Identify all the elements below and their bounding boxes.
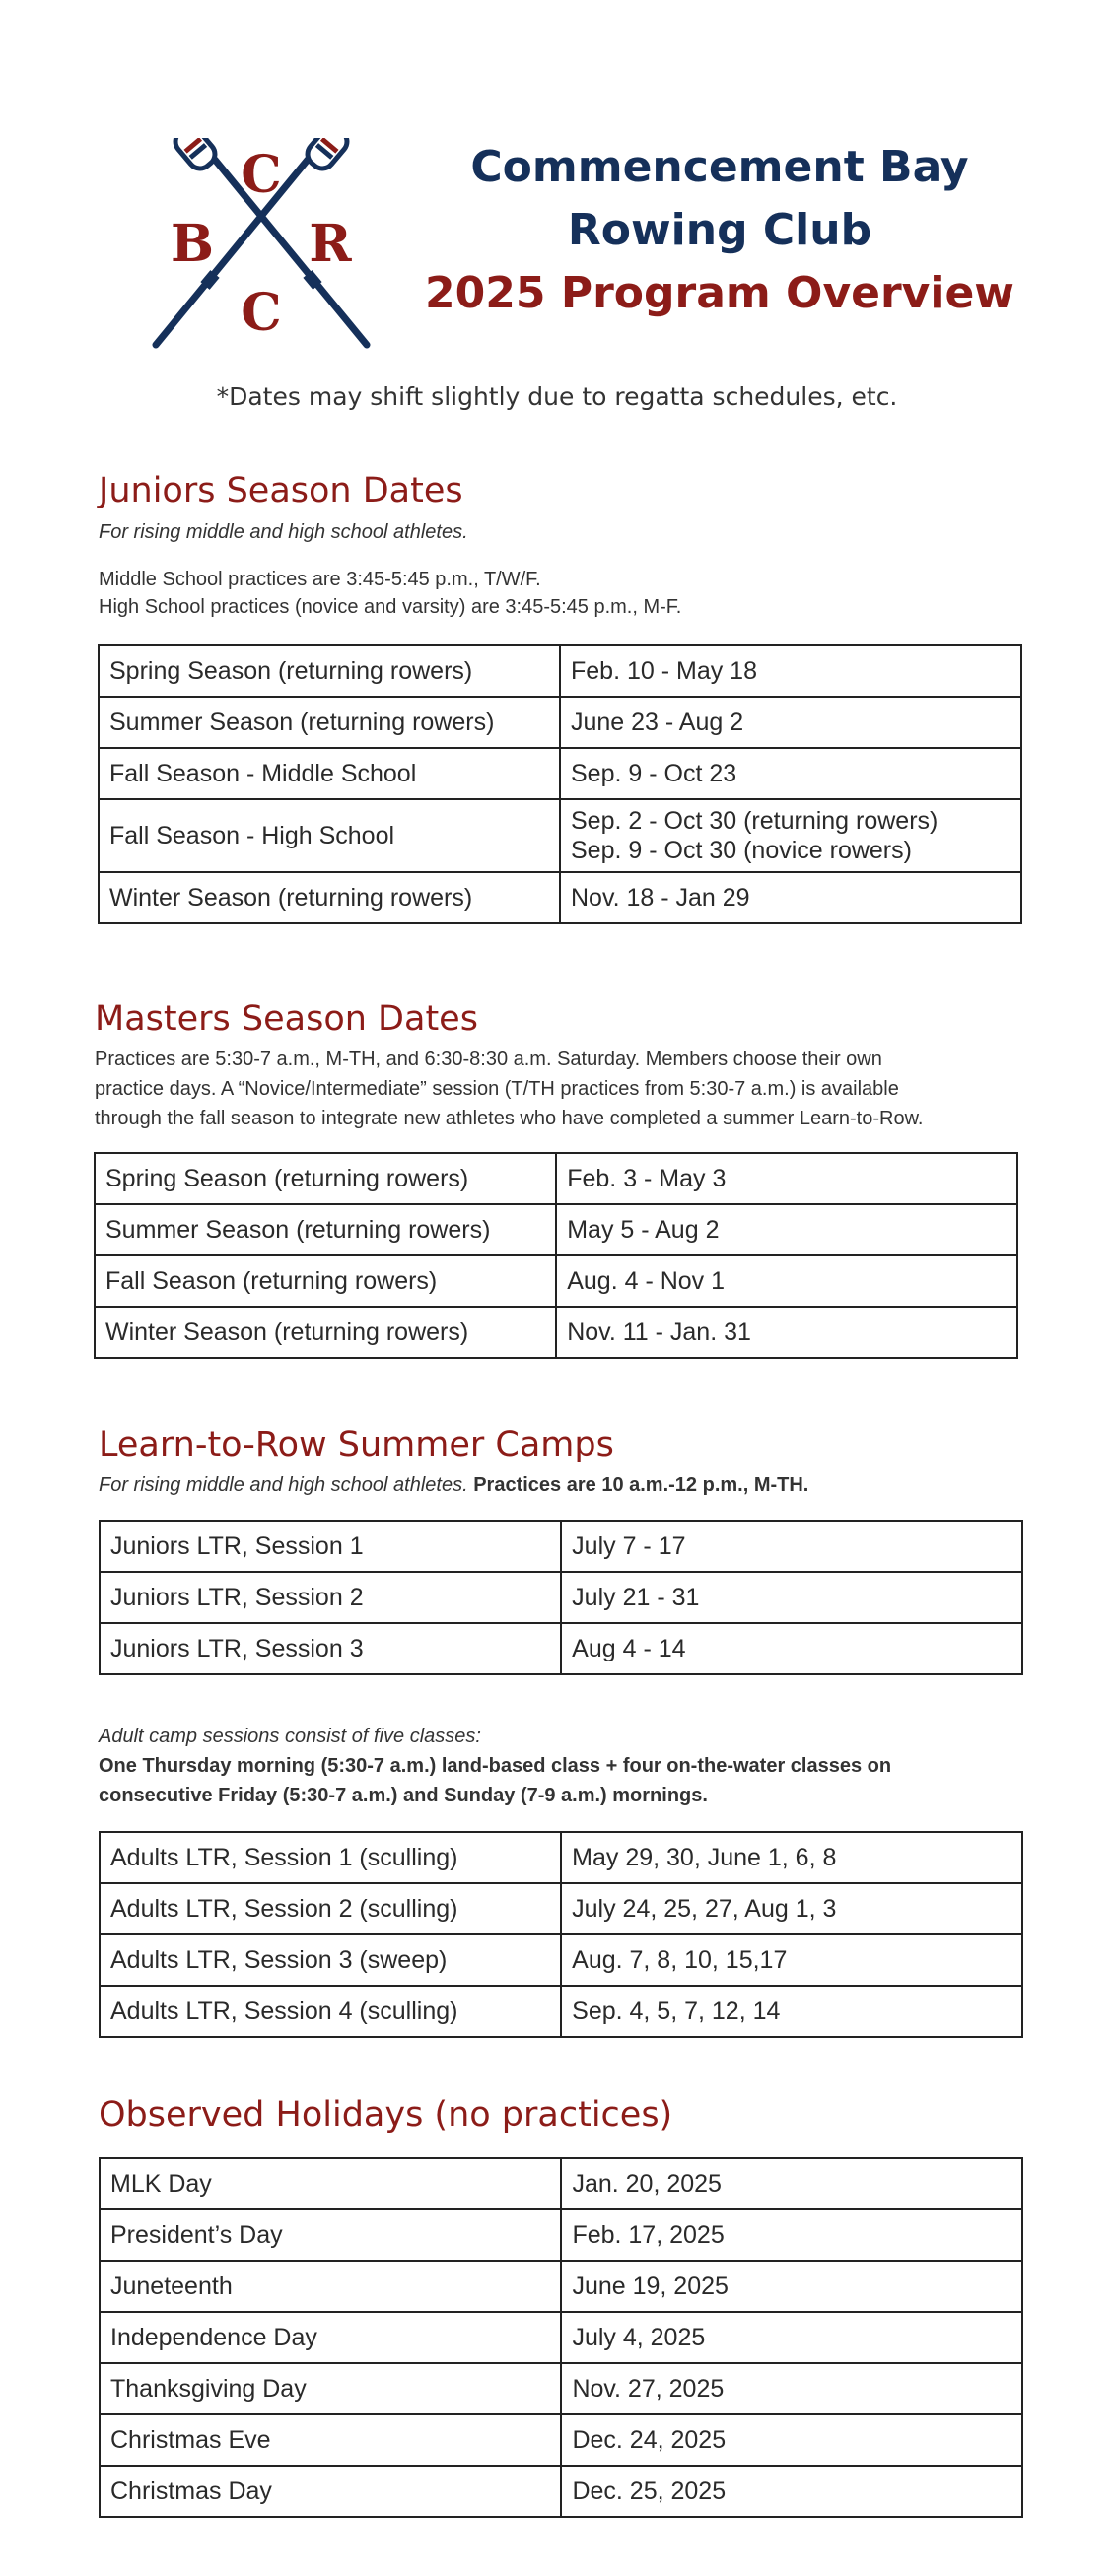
disclaimer: *Dates may shift slightly due to regatta schedules, etc.: [216, 382, 898, 411]
row-label: Juniors LTR, Session 2: [100, 1572, 561, 1623]
table-row: [95, 1204, 1017, 1255]
row-label: Christmas Day: [100, 2466, 561, 2517]
row-label: Adults LTR, Session 3 (sweep): [100, 1934, 561, 1986]
page-title: [414, 136, 1025, 325]
logo-letter-top: C: [241, 145, 282, 205]
row-value: Nov. 11 - Jan. 31: [556, 1307, 1017, 1358]
row-label: Adults LTR, Session 2 (sculling): [100, 1883, 561, 1934]
row-value: Aug. 4 - Nov 1: [556, 1255, 1017, 1307]
row-label: Juniors LTR, Session 1: [100, 1521, 561, 1572]
row-value-line-2: Sep. 9 - Oct 30 (novice rowers): [571, 837, 912, 864]
row-label: Adults LTR, Session 1 (sculling): [100, 1832, 561, 1883]
row-value: Dec. 24, 2025: [561, 2414, 1022, 2466]
adult-details-line-2: consecutive Friday (5:30-7 a.m.) and Sunday (7-9 a.m.) mornings.: [99, 1785, 708, 1806]
table-row: [100, 2312, 1022, 2363]
logo-letter-left: B: [171, 214, 214, 274]
table-row: [95, 1153, 1017, 1204]
table-row: [99, 872, 1021, 923]
row-value: Aug 4 - 14: [561, 1623, 1022, 1674]
ltr-subtitle: [99, 1471, 808, 1499]
row-label: Spring Season (returning rowers): [99, 645, 560, 697]
row-label: Fall Season - Middle School: [99, 748, 560, 799]
row-label: Fall Season - High School: [99, 799, 560, 872]
table-row: [100, 1883, 1022, 1934]
table-row: [95, 1307, 1017, 1358]
juniors-table: [98, 644, 1022, 924]
table-row: [99, 645, 1021, 697]
row-value: May 29, 30, June 1, 6, 8: [561, 1832, 1022, 1883]
row-value: Nov. 27, 2025: [561, 2363, 1022, 2414]
row-value: Feb. 17, 2025: [561, 2209, 1022, 2261]
table-row: [100, 2466, 1022, 2517]
table-row: [100, 2261, 1022, 2312]
row-value-line-1: Sep. 2 - Oct 30 (returning rowers): [571, 807, 939, 835]
juniors-subtitle: For rising middle and high school athletes.: [99, 521, 468, 543]
row-label: Winter Season (returning rowers): [99, 872, 560, 923]
masters-paragraph-line-3: through the fall season to integrate new athletes who have completed a summer Learn-to-Row.: [95, 1108, 924, 1129]
row-value: Sep. 4, 5, 7, 12, 14: [561, 1986, 1022, 2037]
masters-heading: Masters Season Dates: [95, 999, 478, 1039]
row-label: Independence Day: [100, 2312, 561, 2363]
table-row: [99, 799, 1021, 872]
table-row: [100, 2363, 1022, 2414]
club-logo: [148, 138, 375, 355]
row-value: Feb. 3 - May 3: [556, 1153, 1017, 1204]
ltr-adults-table: [99, 1831, 1023, 2038]
adult-intro: Adult camp sessions consist of five classes:: [99, 1726, 481, 1747]
row-value: July 4, 2025: [561, 2312, 1022, 2363]
row-value: July 7 - 17: [561, 1521, 1022, 1572]
title-line-3: 2025 Program Overview: [425, 268, 1014, 318]
row-label: MLK Day: [100, 2158, 561, 2209]
juniors-note-high: High School practices (novice and varsity) are 3:45-5:45 p.m., M-F.: [99, 596, 682, 618]
row-value: Aug. 7, 8, 10, 15,17: [561, 1934, 1022, 1986]
ltr-juniors-table: [99, 1520, 1023, 1675]
row-label: Spring Season (returning rowers): [95, 1153, 556, 1204]
row-value: Nov. 18 - Jan 29: [560, 872, 1021, 923]
ltr-heading: Learn-to-Row Summer Camps: [99, 1425, 614, 1464]
table-row: [100, 2414, 1022, 2466]
ltr-subtitle-italic: For rising middle and high school athletes.: [99, 1474, 468, 1496]
row-label: Adults LTR, Session 4 (sculling): [100, 1986, 561, 2037]
masters-table: [94, 1152, 1018, 1359]
table-row: [100, 1986, 1022, 2037]
masters-paragraph-line-2: practice days. A “Novice/Intermediate” session (T/TH practices from 5:30-7 a.m.) is available: [95, 1078, 899, 1100]
row-label: Juniors LTR, Session 3: [100, 1623, 561, 1674]
row-value: July 24, 25, 27, Aug 1, 3: [561, 1883, 1022, 1934]
table-row: [100, 2158, 1022, 2209]
table-row: [100, 1832, 1022, 1883]
row-label: Fall Season (returning rowers): [95, 1255, 556, 1307]
adult-details-line-1: One Thursday morning (5:30-7 a.m.) land-based class + four on-the-water classes on: [99, 1755, 892, 1777]
title-line-1: Commencement Bay: [470, 142, 969, 192]
table-row: [100, 1521, 1022, 1572]
row-value: May 5 - Aug 2: [556, 1204, 1017, 1255]
row-value: June 23 - Aug 2: [560, 697, 1021, 748]
row-label: Thanksgiving Day: [100, 2363, 561, 2414]
juniors-note-middle: Middle School practices are 3:45-5:45 p.m., T/W/F.: [99, 569, 541, 590]
table-row: [99, 748, 1021, 799]
row-label: Christmas Eve: [100, 2414, 561, 2466]
row-label: Juneteenth: [100, 2261, 561, 2312]
row-value: July 21 - 31: [561, 1572, 1022, 1623]
row-value: Sep. 9 - Oct 23: [560, 748, 1021, 799]
row-value: Dec. 25, 2025: [561, 2466, 1022, 2517]
holidays-heading: Observed Holidays (no practices): [99, 2095, 673, 2135]
logo-letter-bottom: C: [241, 283, 282, 343]
holidays-table: [99, 2157, 1023, 2518]
table-row: [99, 697, 1021, 748]
row-value: June 19, 2025: [561, 2261, 1022, 2312]
row-label: Summer Season (returning rowers): [99, 697, 560, 748]
row-value: Feb. 10 - May 18: [560, 645, 1021, 697]
row-label: Summer Season (returning rowers): [95, 1204, 556, 1255]
table-row: [95, 1255, 1017, 1307]
row-value: Jan. 20, 2025: [561, 2158, 1022, 2209]
table-row: [100, 1572, 1022, 1623]
title-line-2: Rowing Club: [567, 205, 872, 255]
row-label: Winter Season (returning rowers): [95, 1307, 556, 1358]
logo-letter-right: R: [309, 214, 352, 274]
masters-paragraph-line-1: Practices are 5:30-7 a.m., M-TH, and 6:30-8:30 a.m. Saturday. Members choose their own: [95, 1049, 882, 1070]
table-row: [100, 1623, 1022, 1674]
juniors-heading: Juniors Season Dates: [99, 471, 463, 510]
ltr-subtitle-bold: Practices are 10 a.m.-12 p.m., M-TH.: [473, 1474, 809, 1496]
table-row: [100, 1934, 1022, 1986]
table-row: [100, 2209, 1022, 2261]
row-value: [560, 799, 1021, 872]
row-label: President’s Day: [100, 2209, 561, 2261]
